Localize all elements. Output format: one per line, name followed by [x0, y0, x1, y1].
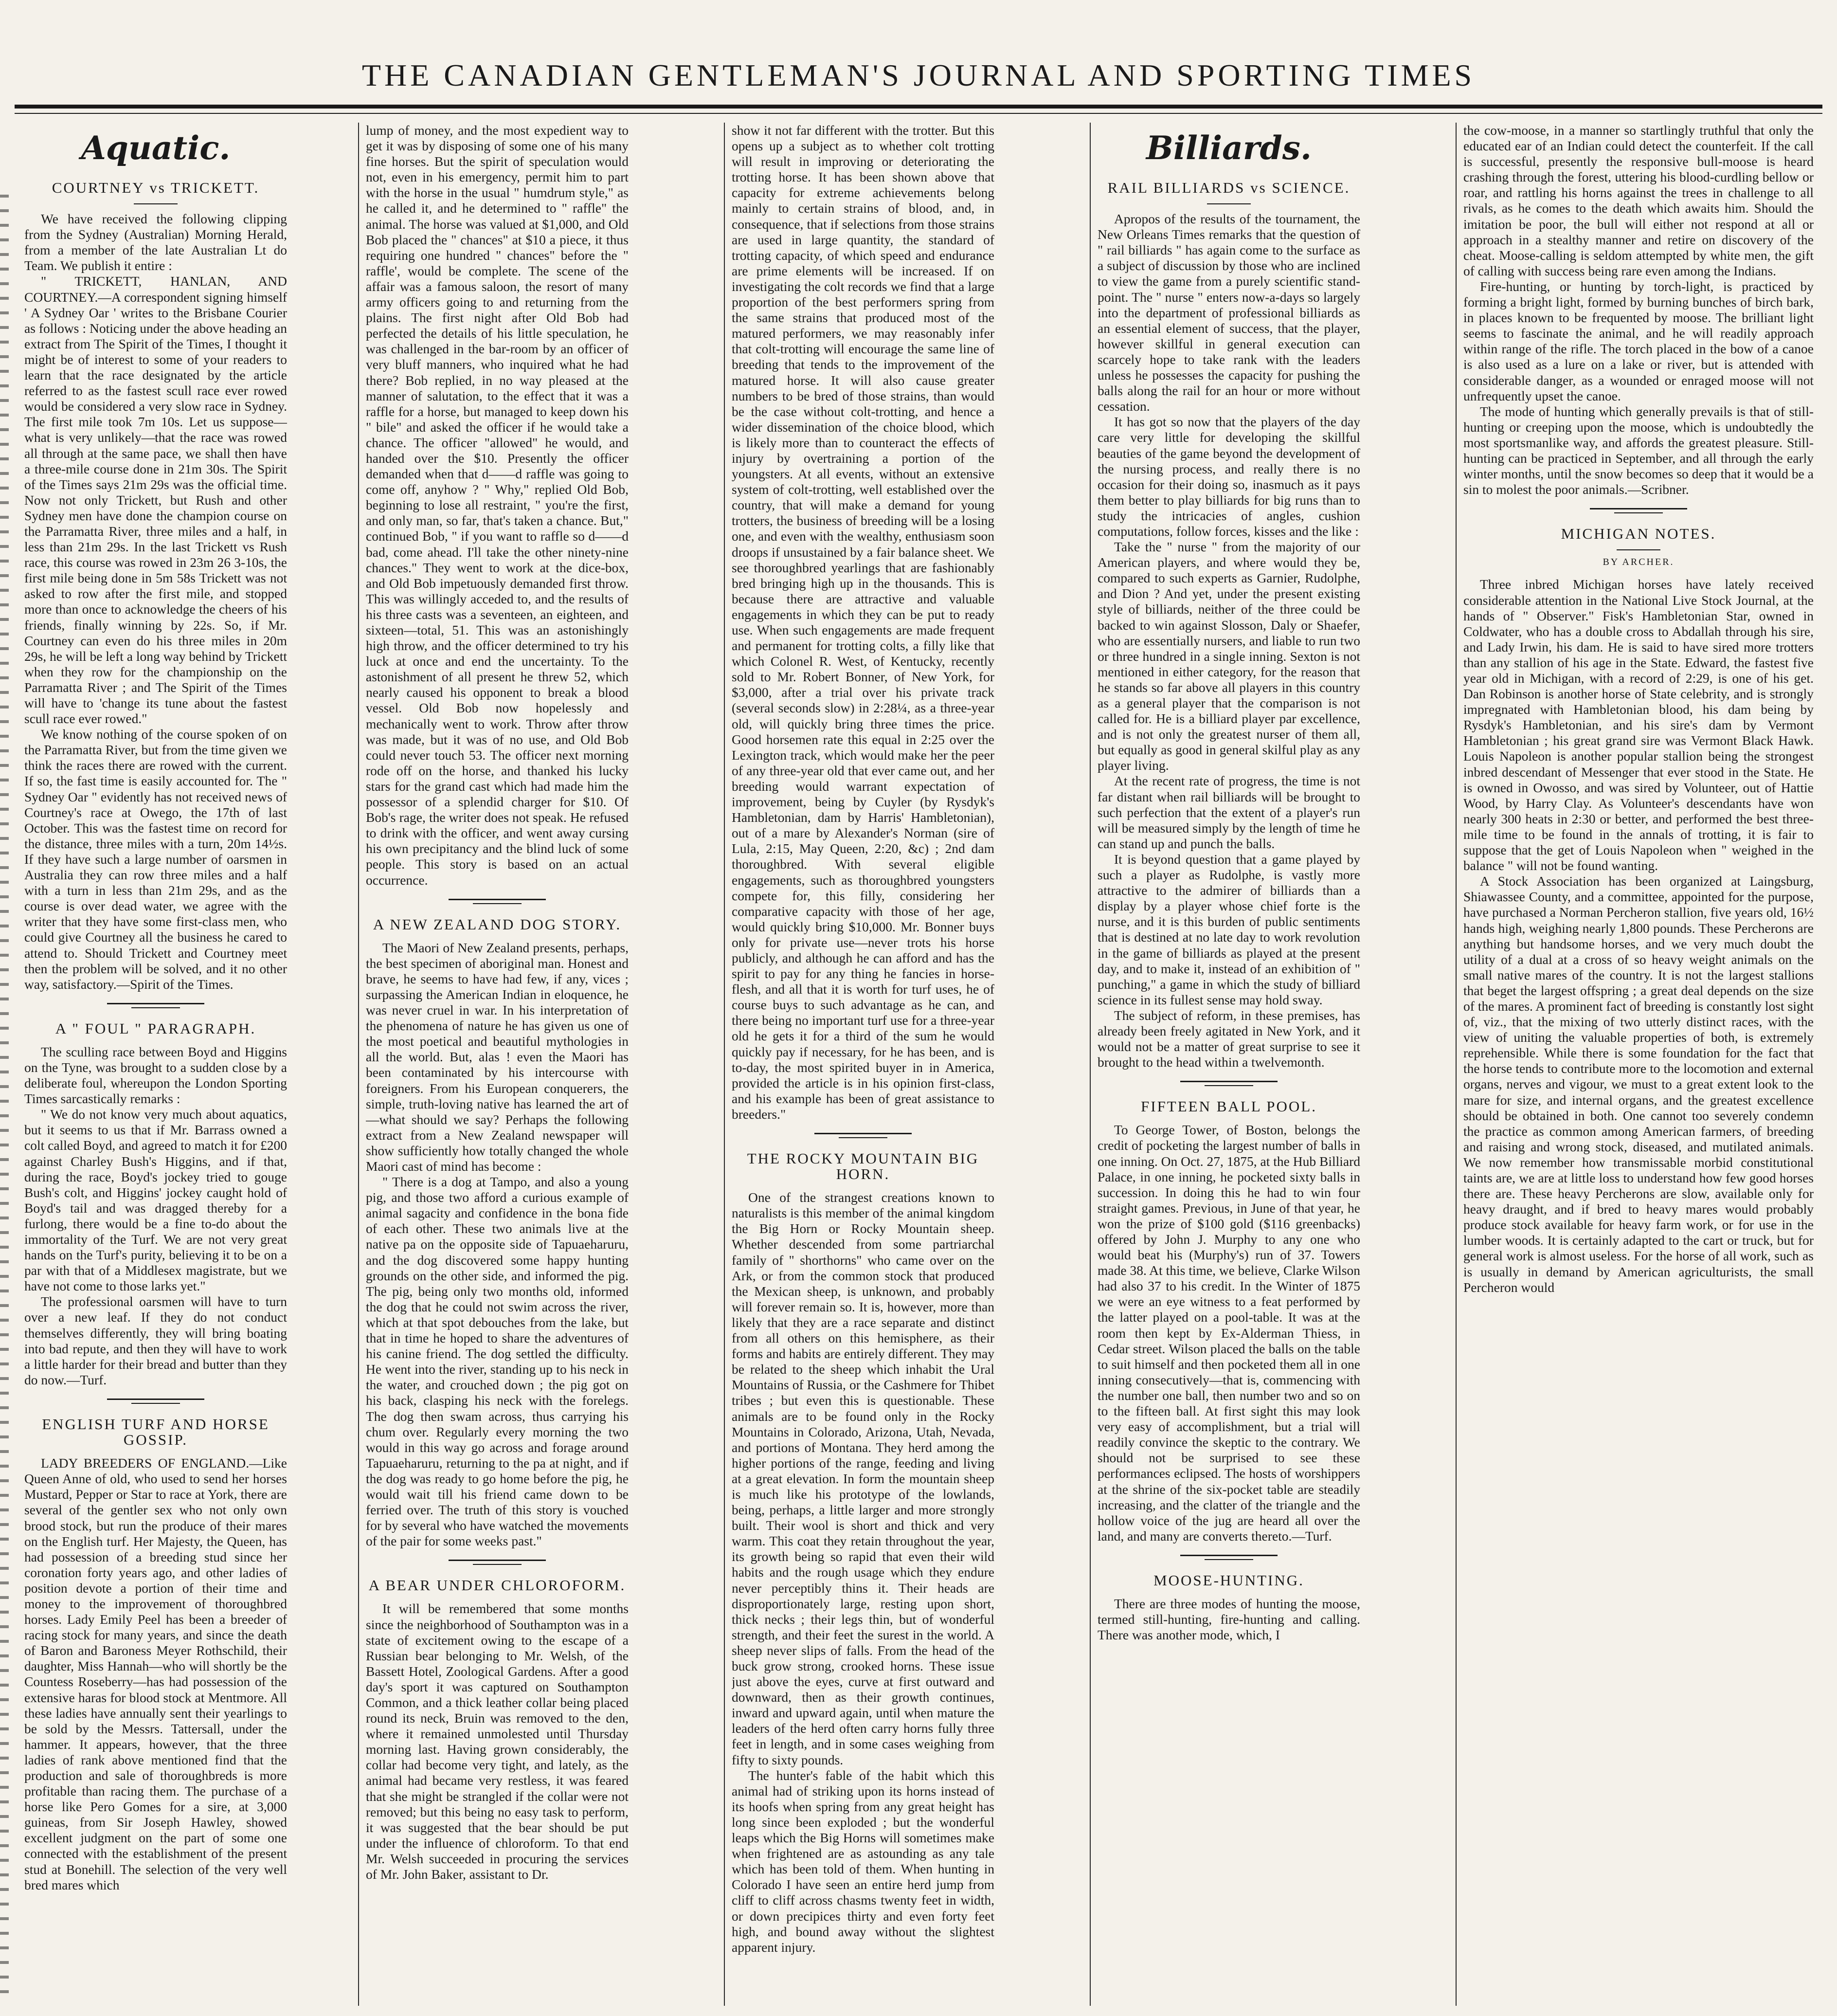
paragraph: It has got so now that the players of the day care very little for developing the skillful beauties of the game beyond the development of the nursing process, and really there is no occasion for their doing so, inasmuch as it pays them better to play billiards for big runs than to study the intricacies of angles, cushion computations, follow forces, kisses and the like :	[1098, 414, 1360, 539]
divider	[1205, 1085, 1253, 1086]
divider	[449, 899, 546, 900]
left-edge-bleed	[0, 195, 9, 1995]
divider	[1180, 1555, 1278, 1556]
article-title: MOOSE-HUNTING.	[1153, 1571, 1304, 1589]
paragraph: Apropos of the results of the tournament, the New Orleans Times remarks that the question of " rail billiards " has again come to the surface as a subject of discussion by those who are inclined to view the game from a purely scientific stand-point. The " nurse " enters now-a-days so largely into the department of professional billiards as an essential element of success, that the player, however skillful in general execution can scarcely hope to take rank with the leaders unless he possesses the capacity for pushing the balls along the rail for an hour or more without cessation.	[1098, 211, 1360, 414]
divider	[1180, 1081, 1278, 1082]
paragraph: The subject of reform, in these premises, has already been freely agitated in New York, and it would not be a matter of great surprise to see it brought to the head within a twelvemonth.	[1098, 1007, 1360, 1070]
column-2	[366, 123, 629, 2006]
paragraph: The hunter's fable of the habit which this animal had of striking upon its horns instead of its hoofs when spring from any great height has long since been exploded ; but the wonderful leaps which the Big Horns will sometimes make when frightened are as astounding as any tale which has been told of them. When hunting in Colorado I have seen an entire herd jump from cliff to cliff across chasms twenty feet in width, or down precipices thirty and even forty feet high, and bound away without the slightest apparent injury.	[732, 1767, 994, 1955]
paragraph: The mode of hunting which generally prevails is that of still-hunting or creeping upon the moose, which is undoubtedly the most sportsmanlike way, and affords the greatest pleasure. Still-hunting can be practiced in September, and all through the early winter months, until the snow becomes so deep that it would be a sin to molest the poor animals.—Scribner.	[1463, 403, 1814, 497]
section-heading-aquatic: Aquatic.	[81, 129, 231, 167]
paragraph: To George Tower, of Boston, belongs the credit of pocketing the largest number of balls in one inning. On Oct. 27, 1875, at the Hub Billiard Palace, in one inning, he pocketed sixty balls in succession. In doing this he had to win four straight games. Previous, in June of that year, he won the prize of $100 gold ($116 greenbacks) offered by John J. Murphy to any one who would beat his (Murphy's) run of 37. Towers made 38. At this time, we believe, Clarke Wilson had also 37 to his credit. In the Winter of 1875 we were an eye witness to a feat performed by the latter played on a pool-table. It was at the room then kept by Ex-Alderman Thiess, in Cedar street. Wilson placed the balls on the table to suit himself and then pocketed them all in one inning consecutively—that is, commencing with the number one ball, then number two and so on to the fifteen ball. At first sight this may look very easy of accomplishment, but a trial will readily convince the skeptic to the contrary. We should not be surprised to see these performances eclipsed. The hosts of worshippers at the shrine of the six-pocket table are steadily increasing, and the clatter of the triangle and the hollow voice of the jug are heard all over the land, and many are converts thereto.—Turf.	[1098, 1122, 1360, 1544]
paragraph: Fire-hunting, or hunting by torch-light, is practiced by forming a bright light, formed by burning bunches of birch bark, in places known to be frequented by moose. The brilliant light seems to fascinate the animal, and he will readily approach within range of the rifle. The torch placed in the bow of a canoe is also used as a lure on a lake or river, but is attended with considerable danger, as a wounded or enraged moose will not unfrequently upset the canoe.	[1463, 278, 1814, 403]
divider	[131, 1403, 180, 1404]
divider	[134, 203, 178, 204]
divider	[473, 1564, 522, 1565]
divider	[1205, 1559, 1253, 1560]
section-heading-billiards: Billiards.	[1146, 129, 1312, 167]
paragraph: " TRICKETT, HANLAN, AND COURTNEY.—A correspondent signing himself ' A Sydney Oar ' writes to the Brisbane Courier as follows : Noticing under the above heading an extract from The Spirit of the Times, I thought it might be of interest to some of your readers to learn that the race designated by the article referred to as the fastest scull race ever rowed would be considered a very slow race in Sydney. The first mile took 7m 10s. Let us suppose—what is very unlikely—that the race was rowed all through at the same pace, we shall then have a three-mile course done in 21m 30s. The Spirit of the Times says 21m 29s was the official time. Now not only Trickett, but Rush and other Sydney men have done the champion course on the Parramatta River, three miles and a half, in less than 21m 29s. In the last Trickett vs Rush race, this course was rowed in 23m 26 3-10s, the first mile being done in 5m 58s Trickett was not asked to row after the first mile, and stopped more than once to acknowledge the cheers of his friends, finally winning by 22s. So, if Mr. Courtney can even do his three miles in 20m 29s, he will be left a long way behind by Trickett when they row for the championship on the Parramatta River ; and The Spirit of the Times will have to 'change its tune about the fastest scull race ever rowed."	[24, 273, 287, 726]
article-title: A NEW ZEALAND DOG STORY.	[373, 915, 622, 933]
masthead-rule-thin	[15, 113, 1822, 114]
masthead: THE CANADIAN GENTLEMAN'S JOURNAL AND SPORTING TIMES	[361, 58, 1476, 92]
divider	[1207, 203, 1251, 204]
paragraph: lump of money, and the most expedient way to get it was by disposing of some one of his many fine horses. But the spirit of speculation would not, even in his emergency, permit him to part with the horse in the usual " humdrum style," as he called it, and he determined to " raffle" the animal. The horse was valued at $1,000, and Old Bob placed the " chances" at $10 a piece, it thus requiring one hundred " chances" before the " raffle', would be complete. The scene of the affair was a famous saloon, the resort of many army officers going to and returning from the plains. The first night after Old Bob had perfected the details of his little speculation, he was challenged in the bar-room by an officer of very bluff manners, who inquired what he had there? Bob replied, in no way pleased at the manner of salutation, to the effect that it was a raffle for a horse, but managed to keep down his " bile" and asked the officer if he would take a chance. The officer "allowed" he would, and handed over the $10. Presently the officer demanded when that d——d raffle was going to come off, anyhow ? " Why," replied Old Bob, beginning to lose all restraint, " you're the first, and only man, so far, that's taken a chance. But," continued Bob, " if you want to raffle so d——d bad, come ahead. I'll take the other ninety-nine chances." They went to work at the dice-box, and Old Bob impetuously demanded first throw. This was willingly acceded to, and the results of his three casts was a seventeen, an eighteen, and sixteen—total, 51. This was an astonishingly high throw, and the officer determined to try his luck at once and end the uncertainty. To the astonishment of all present he threw 52, which nearly caused his opponent to break a blood vessel. Old Bob now hopelessly and mechanically went to work. Throw after throw was made, but it was of no use, and Old Bob could never touch 53. The officer next morning rode off on the horse, and thanked his lucky stars for the grand cast which had made him the possessor of a splendid charger for $10. Of Bob's rage, the writer does not speak. He refused to drink with the officer, and went away cursing his own precipitancy and the blind luck of some people. This story is based on an actual occurrence.	[366, 123, 629, 888]
paragraph: At the recent rate of progress, the time is not far distant when rail billiards will be brought to such perfection that the extent of a player's run will be measured simply by the length of time he can stand up and punch the balls.	[1098, 773, 1360, 851]
paragraph: The Maori of New Zealand presents, perhaps, the best specimen of aboriginal man. Honest and brave, he seems to have had few, if any, vices ; surpassing the American Indian in eloquence, he was never cruel in war. In his interpretation of the phenomena of nature he has given us one of the most poetical and beautiful mythologies in all the world. But, alas ! even the Maori has been contaminated by his intercourse with foreigners. From his European conquerers, the simple, truth-loving native has learned the art of—what should we say? Perhaps the following extract from a New Zealand newspaper will show sufficiently how totally changed the whole Maori cast of mind has become :	[366, 940, 629, 1174]
column-rule	[724, 123, 725, 2006]
divider	[107, 1398, 204, 1400]
column-rule	[1456, 123, 1457, 2006]
divider	[1614, 512, 1663, 513]
paragraph: show it not far different with the trotter. But this opens up a subject as to whether colt trotting will result in improving or deteriorating the trotting horse. It has been shown above that capacity for extreme achievements belong mainly to certain strains of blood, and, in consequence, that if selections from those strains are used in large quantity, the standard of trotting capacity, of which speed and endurance are prime elements will be increased. If on investigating the colt records we find that a large proportion of the best performers spring from the same strains that produced most of the matured performers, we may reasonably infer that colt-trotting will encourage the same line of breeding that tends to the improvement of the matured horse. It will also cause greater numbers to be bred of those strains, than would be the case without colt-trotting, and hence a wider dissemination of the choice blood, which is likely more than to counteract the effects of injury by overtraining a portion of the youngsters. At all events, without an extensive system of colt-trotting, well established over the country, that will make a demand for young trotters, the business of breeding will be a losing one, and even with the wealthy, enthusiasm soon droops if unsustained by a fair balance sheet. We see thoroughbred yearlings that are fashionably bred bringing high up in the thousands. This is because there are attractive and valuable engagements in which they can be put to ready use. When such engagements are made frequent and permanent for trotting colts, a filly like that which Colonel R. West, of Kentucky, recently sold to Mr. Robert Bonner, of New York, for $3,000, after a trial over his private track (several seconds slow) in 2:28¼, as a three-year old, will quickly bring three times the price. Good horsemen rate this equal in 2:25 over the Lexington track, which would make her the peer of any three-year old that ever came out, and her breeding would warrant expectation of improvement, being by Cuyler (by Rysdyk's Hambletonian, dam by Harris' Hambletonian), out of a mare by Alexander's Norman (sire of Lula, 2:15, May Queen, 2:20, &c) ; 2nd dam thoroughbred. With several eligible engagements, such as thoroughbred youngsters compete for, this filly, considering her comparative capacity with those of her age, would quickly bring $10,000. Mr. Bonner buys only for private use—never trots his horse publicly, and although he can afford and has the spirit to pay for any thing he fancies in horse-flesh, and all that it is worth for turf uses, he of course buys to such advantage as he can, and there being no important turf use for a three-year old he gets it for a third of the sum he would quickly pay if necessary, for he has been, and is to-day, the most spirited buyer in in America, provided the article is in his opinion first-class, and his example has been of great assistance to breeders."	[732, 123, 994, 1122]
article-title: RAIL BILLIARDS vs SCIENCE.	[1107, 179, 1351, 196]
paragraph: Three inbred Michigan horses have lately received considerable attention in the National Live Stock Journal, at the hands of " Observer." Fisk's Hambletonian Star, owned in Coldwater, who has a double cross to Abdallah through his sire, and Lady Irwin, his dam. He is said to have sired more trotters than any stallion of his age in the State. Edward, the fastest five year old in Michigan, with a record of 2:29, is one of his get. Dan Robinson is another horse of State celebrity, and is strongly impregnated with Hambletonian blood, his dam being by Rysdyk's Hambletonian, and his sire's dam by Vermont Hambletonian ; his great grand sire was Vermont Black Hawk. Louis Napoleon is another popular stallion being the strongest inbred descendant of Messenger that ever stood in the State. He is owned in Owosso, and was sired by Volunteer, out of Hattie Wood, by Harry Clay. As Volunteer's descendants have won nearly 300 heats in 2:30 or better, and performed the best three-mile time to be found in the annals of trotting, it is fair to suppose that the get of Louis Napoleon when " weighed in the balance " will not be found wanting.	[1463, 577, 1814, 873]
divider	[131, 1007, 180, 1008]
byline: BY ARCHER.	[1603, 557, 1675, 568]
masthead-rule	[15, 105, 1822, 109]
divider	[107, 1003, 204, 1004]
divider	[449, 1560, 546, 1561]
paragraph: " There is a dog at Tampo, and also a young pig, and those two afford a curious example of animal sagacity and confidence in the bona fide of each other. These two animals live at the native pa on the opposite side of Tapuaeharuru, and the dog discovered some happy hunting grounds on the other side, and informed the pig. The pig, being only two months old, informed the dog that he could not swim across the river, which at that spot debouches from the lake, but that in time he hoped to share the adventures of his canine friend. The dog settled the difficulty. He went into the river, standing up to his neck in the water, and crouched down ; the pig got on his back, clasping his neck with the forelegs. The dog then swam across, thus carrying his chum over. Regularly every morning the two would in this way go across and forage around Tapuaeharuru, returning to the pa at night, and if the dog was ready to go home before the pig, he would wait till his friend came down to be ferried over. The truth of this story is vouched for by several who have watched the movements of the pair for some weeks past."	[366, 1174, 629, 1549]
paragraph: We know nothing of the course spoken of on the Parramatta River, but from the time given we think the races there are rowed with the current. If so, the fast time is easily accounted for. The " Sydney Oar " evidently has not received news of Courtney's race at Owego, the 17th of last October. This was the fastest time on record for the distance, three miles with a turn, 20m 14½s. If they have such a large number of oarsmen in Australia they can row three miles and a half with a turn in less than 21m 29s, and as the course is over dead water, we agree with the writer that they have some first-class men, who could give Courtney all the business he cared to attend to. Should Trickett and Courtney meet then the problem will be solved, and it no other way, satisfactory.—Spirit of the Times.	[24, 726, 287, 992]
column-rule	[358, 123, 359, 2006]
article-title: ENGLISH TURF AND HORSE GOSSIP.	[42, 1415, 270, 1449]
column-5	[1463, 123, 1814, 2006]
paragraph: It will be remembered that some months since the neighborhood of Southampton was in a state of excitement owing to the escape of a Russian bear belonging to Mr. Welsh, of the Bassett Hotel, Zoological Gardens. After a good day's sport it was captured on Southampton Common, and a thick leather collar being placed round its neck, Bruin was removed to the den, where it remained unmolested until Thursday morning last. Having grown considerably, the collar had become very tight, and lately, as the animal had became very restless, it was feared that she might be strangled if the collar were not removed; but this being no easy task to perform, it was suggested that the bear should be put under the influence of chloroform. To that end Mr. Welsh succeeded in procuring the services of Mr. John Baker, assistant to Dr.	[366, 1601, 629, 1882]
paragraph: We have received the following clipping from the Sydney (Australian) Morning Herald, from a member of the late Australian Lt do Team. We publish it entire :	[24, 211, 287, 273]
column-4	[1098, 123, 1360, 2006]
article-title: A " FOUL " PARAGRAPH.	[55, 1019, 256, 1037]
paragraph: LADY BREEDERS OF ENGLAND.—Like Queen Anne of old, who used to send her horses Mustard, Pepper or Star to race at York, there are several of the gentler sex who not only own brood stock, but run the produce of their mares on the English turf. Her Majesty, the Queen, has had possession of a breeding stud since her coronation forty years ago, and other ladies of position devote a portion of their time and money to the improvement of thoroughbred horses. Lady Emily Peel has been a breeder of racing stock for many years, and since the death of Baron and Baroness Meyer Rothschild, their daughter, Miss Hannah—who will shortly be the Countess Roseberry—has had possession of the extensive haras for blood stock at Mentmore. All these ladies have annually sent their yearlings to be sold by the Messrs. Tattersall, under the hammer. It appears, however, that the three ladies of rank above mentioned find that the production and sale of thoroughbreds is more profitable than racing them. The purchase of a horse like Pero Gomes for a sire, at 3,000 guineas, from Sir Joseph Hawley, showed excellent judgment on the part of some one connected with the establishment of the present stud at Bonehill. The selection of the very well bred mares which	[24, 1455, 287, 1892]
article-title: THE ROCKY MOUNTAIN BIG HORN.	[747, 1150, 979, 1183]
paragraph: A Stock Association has been organized at Laingsburg, Shiawassee County, and a committee, appointed for the purpose, have purchased a Norman Percheron stallion, five years old, 16½ hands high, weighing nearly 1,800 pounds. These Percherons are anything but handsome horses, and we very much doubt the utility of a dual at a cross of so heavy weight animals on the small native mares of the country. It is not the largest stallions that beget the largest offspring ; a great deal depends on the size of the mares. A prominent fact of breeding is constantly lost sight of, viz., that the mixing of two utterly distinct races, with the view of uniting the valuable properties of both, is extremely reprehensible. While there is some foundation for the fact that the horse tends to contribute more to the locomotion and external organs, nerves and vigour, we must to a great extent look to the mare for size, and internal organs, and the greatest excellence should be obtained in both. One cannot too severely condemn the practice as common among American farmers, of breeding and raising and wrong stock, diseased, and mutilated animals. We now remember how transmissable morbid constitutional taints are, we are at little loss to understand how few good horses there are. These heavy Percherons are slow, available only for heavy draught, and if bred to heavy mares would probably produce stock available for heavy farm work, or for use in the lumber woods. It is certainly adapted to the cart or truck, but for general work is almost useless. For the horse of all work, such as is usually in demand by American agriculturists, the small Percheron would	[1463, 873, 1814, 1295]
paragraph: It is beyond question that a game played by such a player as Rudolphe, is vastly more attractive to the admirer of billiards than a display by a player whose chief forte is the nurse, and it is this burden of public sentiments that is destined at no late day to work revolution in the game of billiards as played at the present day, and to make it, instead of an exhibition of " punching," a game in which the study of billiard science in its fullest sense may hold sway.	[1098, 851, 1360, 1007]
article-title: MICHIGAN NOTES.	[1561, 525, 1716, 543]
column-rule	[1090, 123, 1091, 2006]
column-3	[732, 123, 994, 2006]
article-title: FIFTEEN BALL POOL.	[1141, 1098, 1317, 1115]
paragraph: The sculling race between Boyd and Higgins on the Tyne, was brought to a sudden close by a deliberate foul, whereupon the London Sporting Times sarcastically remarks :	[24, 1044, 287, 1107]
article-title: COURTNEY vs TRICKETT.	[52, 179, 260, 196]
divider	[1590, 508, 1687, 509]
paragraph: the cow-moose, in a manner so startlingly truthful that only the educated ear of an Indian could detect the counterfeit. If the call is successful, presently the responsive bull-moose is heard crashing through the forest, uttering his blood-curdling bellow or roar, and rattling his horns against the trees in challenge to all rivals, as he comes to the death which awaits him. Should the imitation be poor, the bull will either not respond at all or approach in a stealthy manner and retire on discovery of the cheat. Moose-calling is seldom attempted by white men, the gift of calling with success being rare even among the Indians.	[1463, 123, 1814, 278]
divider	[1617, 549, 1660, 550]
paragraph: Take the " nurse " from the majority of our American players, and where would they be, compared to such experts as Garnier, Rudolphe, and Dion ? And yet, under the present existing style of billiards, neither of the three could be backed to win against Slosson, Daly or Shaefer, who are essentially nursers, and liable to run two or three hundred in a single inning. Sexton is not mentioned in either category, for the reason that he stands so far above all players in this country as a general player that the comparison is not called for. He is a billiard player par excellence, and is not only the greatest nurser of them all, but equally as good in general skilful play as any player living.	[1098, 539, 1360, 773]
paragraph: There are three modes of hunting the moose, termed still-hunting, fire-hunting and calling. There was another mode, which, I	[1098, 1596, 1360, 1643]
divider	[839, 1137, 887, 1138]
paragraph: The professional oarsmen will have to turn over a new leaf. If they do not conduct themselves differently, they will bring boating into bad repute, and then they will have to work a little harder for their bread and butter than they do now.—Turf.	[24, 1294, 287, 1387]
paragraph: " We do not know very much about aquatics, but it seems to us that if Mr. Barrass owned a colt called Boyd, and agreed to match it for £200 against Charley Bush's Higgins, and if that, during the race, Boyd's jockey tried to gouge Bush's colt, and Higgins' jockey caught hold of Boyd's tail and was dragged thereby for a furlong, there would be a fine to-do about the immortality of the Turf. We are not very great hands on the Turf's purity, believing it to be on a par with that of a Middlesex magistrate, but we have not come to those larks yet."	[24, 1107, 287, 1294]
divider	[814, 1133, 912, 1134]
divider	[473, 903, 522, 904]
article-title: A BEAR UNDER CHLOROFORM.	[368, 1577, 626, 1594]
column-1	[24, 123, 287, 2006]
paragraph: One of the strangest creations known to naturalists is this member of the animal kingdom the Big Horn or Rocky Mountain sheep. Whether descended from some partriarchal family of " shorthorns" who came over on the Ark, or from the common stock that produced the Mexican sheep, is unknown, and probably will forever remain so. It is, however, more than likely that they are a race separate and distinct from all others on this hemisphere, as their forms and habits are entirely different. They may be related to the sheep which inhabit the Ural Mountains of Russia, or the Cashmere for Thibet tribes ; but even this is questionable. These animals are to be found only in the Rocky Mountains in Colorado, Arizona, Utah, Nevada, and portions of Montana. They herd among the higher portions of the range, feeding and living at a great elevation. In form the mountain sheep is much like his prototype of the lowlands, being, perhaps, a little larger and more strongly built. Their wool is short and thick and very warm. This coat they retain throughout the year, its growth being so rapid that even their wild habits and the rough usage which they endure never perceptibly thins it. Their heads are disproportionately large, resting upon short, thick necks ; their legs thin, but of wonderful strength, and their feet the surest in the world. A sheep never slips of falls. From the head of the buck grow strong, crooked horns. These issue just above the eyes, curve at first outward and downward, then as their growth continues, inward and upward again, until when mature the leaders of the herd often carry horns fully three feet in length, and in some cases weighing from fifty to sixty pounds.	[732, 1190, 994, 1767]
